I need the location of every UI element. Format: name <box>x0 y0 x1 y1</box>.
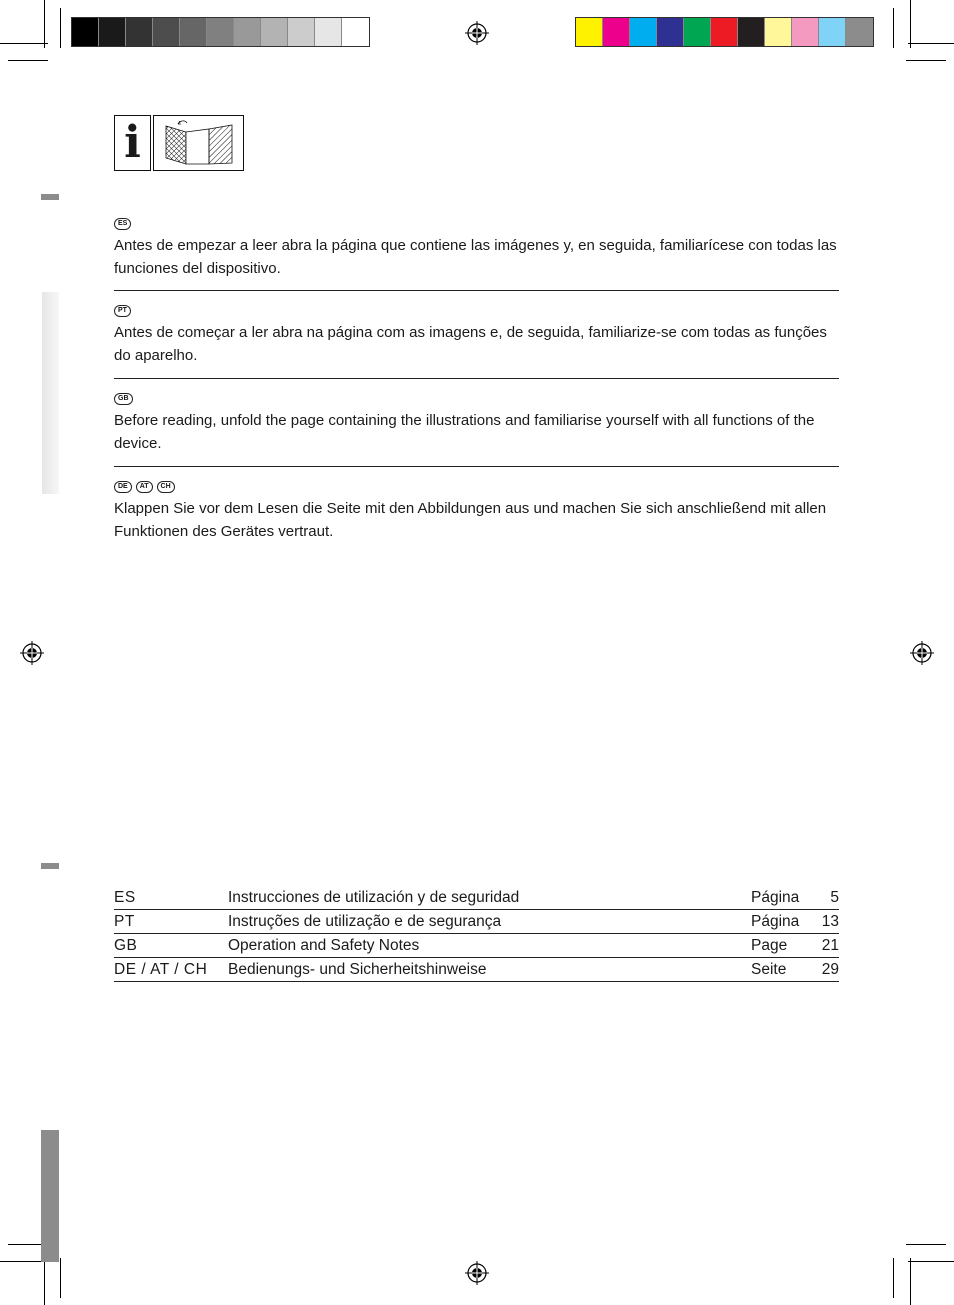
color-swatch <box>846 18 873 46</box>
instruction-text: Klappen Sie vor dem Lesen die Seite mit den Abbildungen aus und machen Sie sich anschließend mit allen Funktionen des Gerätes vertraut. <box>114 500 827 540</box>
margin-marker <box>41 194 59 200</box>
toc-title: Operation and Safety Notes <box>228 934 751 958</box>
fold-shadow <box>42 292 59 494</box>
crop-mark <box>8 60 48 61</box>
instruction-text: Antes de começar a ler abra na página com as imagens e, de seguida, familiarize-se com todas as funções do aparelho. <box>114 324 827 364</box>
color-swatch <box>315 18 342 46</box>
toc-language: GB <box>114 934 228 958</box>
instruction-text: Antes de empezar a leer abra la página que contiene las imágenes y, en seguida, familiarícese con todas las funciones del dispositivo. <box>114 237 837 277</box>
crop-mark <box>60 8 61 48</box>
color-swatch <box>711 18 738 46</box>
crop-mark <box>893 8 894 48</box>
margin-tab <box>41 1130 59 1262</box>
process-color-bar <box>575 17 874 47</box>
instruction-section-gb <box>114 393 839 455</box>
color-swatch <box>180 18 207 46</box>
language-flags <box>114 218 839 232</box>
grayscale-color-bar <box>71 17 370 47</box>
section-divider <box>114 466 839 467</box>
table-of-contents <box>114 886 839 982</box>
toc-row[interactable] <box>114 910 839 934</box>
toc-page-label: Página <box>751 910 801 934</box>
toc-page-label: Página <box>751 886 801 910</box>
color-swatch <box>738 18 765 46</box>
toc-row[interactable] <box>114 958 839 982</box>
toc-title: Bedienungs- und Sicherheitshinweise <box>228 958 751 982</box>
color-swatch <box>792 18 819 46</box>
toc-page-number: 13 <box>801 910 839 934</box>
toc-row[interactable] <box>114 934 839 958</box>
toc-page-label: Seite <box>751 958 801 982</box>
registration-target-icon <box>465 21 489 45</box>
color-swatch <box>657 18 684 46</box>
registration-target-icon <box>465 1261 489 1285</box>
color-swatch <box>342 18 369 46</box>
unfold-page-icon <box>153 115 244 171</box>
crop-mark <box>910 0 911 48</box>
toc-title: Instruções de utilização e de segurança <box>228 910 751 934</box>
language-flags <box>114 305 839 319</box>
crop-mark <box>908 43 954 44</box>
toc-page-label: Page <box>751 934 801 958</box>
unfold-page-illustration <box>154 116 243 170</box>
color-swatch <box>765 18 792 46</box>
margin-marker <box>41 863 59 869</box>
registration-target-icon <box>910 641 934 665</box>
crop-mark <box>60 1258 61 1298</box>
crop-mark <box>44 0 45 48</box>
color-swatch <box>288 18 315 46</box>
crop-mark <box>893 1258 894 1298</box>
language-flags <box>114 481 839 495</box>
registration-target-icon <box>20 641 44 665</box>
crop-mark <box>906 1244 946 1245</box>
toc-title: Instrucciones de utilización y de seguridad <box>228 886 751 910</box>
instruction-section-es <box>114 218 839 280</box>
color-swatch <box>153 18 180 46</box>
color-swatch <box>99 18 126 46</box>
color-swatch <box>234 18 261 46</box>
toc-language: ES <box>114 886 228 910</box>
crop-mark <box>908 1261 954 1262</box>
section-divider <box>114 290 839 291</box>
toc-language: DE / AT / CH <box>114 958 228 982</box>
toc-page-number: 29 <box>801 958 839 982</box>
instruction-text: Before reading, unfold the page containing the illustrations and familiarise yourself with all functions of the device. <box>114 412 815 452</box>
color-swatch <box>684 18 711 46</box>
info-symbol: i <box>124 117 141 168</box>
color-swatch <box>603 18 630 46</box>
instruction-section-pt <box>114 305 839 367</box>
language-badge: ES <box>114 218 131 230</box>
toc-language: PT <box>114 910 228 934</box>
language-badge: PT <box>114 305 131 317</box>
language-badge: AT <box>136 481 153 493</box>
toc-page-number: 21 <box>801 934 839 958</box>
toc-row[interactable] <box>114 886 839 910</box>
toc-page-number: 5 <box>801 886 839 910</box>
crop-mark <box>910 1258 911 1305</box>
color-swatch <box>630 18 657 46</box>
color-swatch <box>126 18 153 46</box>
color-swatch <box>576 18 603 46</box>
color-swatch <box>819 18 846 46</box>
language-flags <box>114 393 839 407</box>
section-divider <box>114 378 839 379</box>
color-swatch <box>207 18 234 46</box>
info-icon <box>114 115 151 171</box>
color-swatch <box>72 18 99 46</box>
crop-mark <box>0 43 48 44</box>
crop-mark <box>44 1258 45 1305</box>
color-swatch <box>261 18 288 46</box>
language-badge: CH <box>157 481 175 493</box>
crop-mark <box>906 60 946 61</box>
language-badge: GB <box>114 393 133 405</box>
instruction-section-de <box>114 481 839 543</box>
language-badge: DE <box>114 481 132 493</box>
